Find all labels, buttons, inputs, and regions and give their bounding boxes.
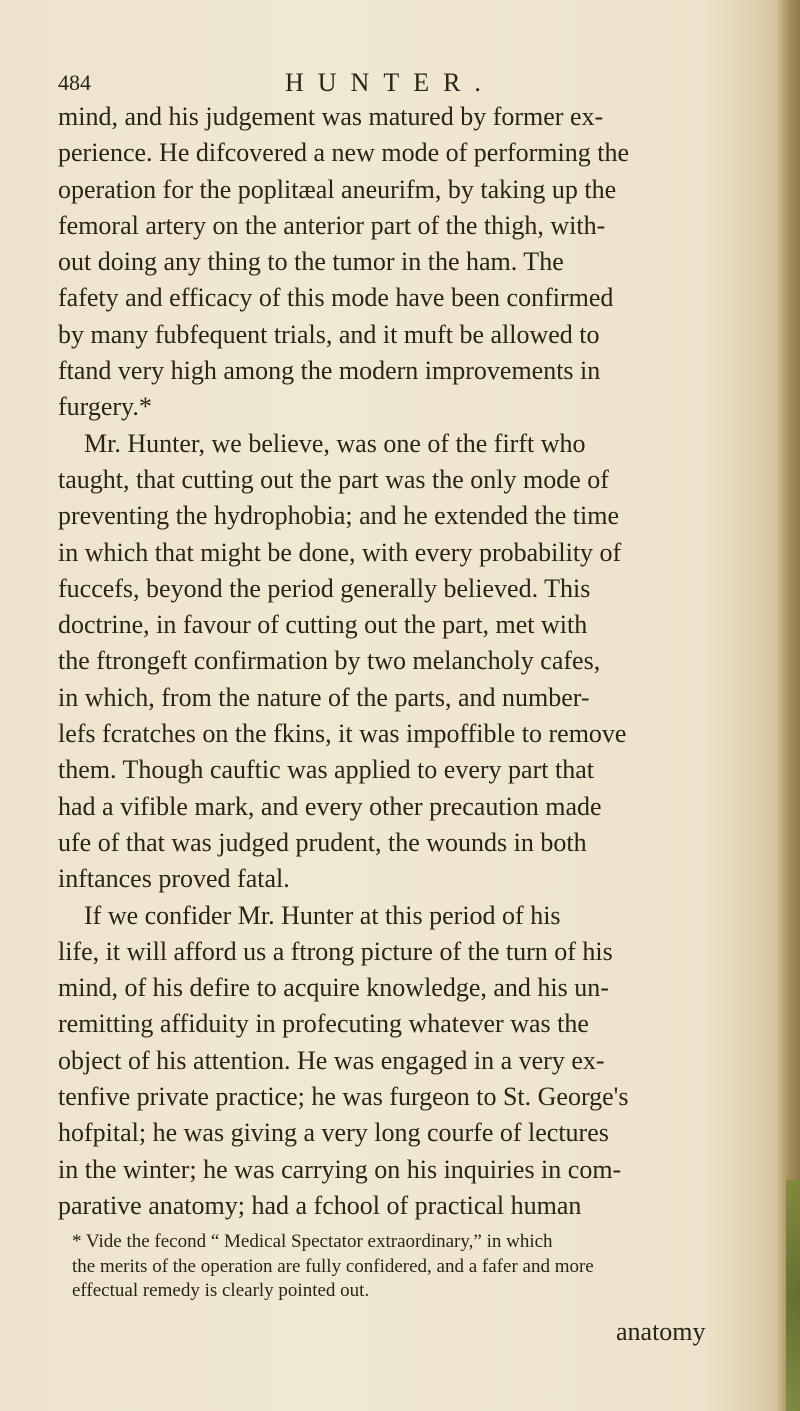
text-line: inftances proved fatal. <box>58 864 290 894</box>
footnote <box>72 1230 732 1304</box>
text-line: tenfive private practice; he was furgeon to St. George's <box>58 1082 629 1112</box>
text-line: fafety and efficacy of this mode have been confirmed <box>58 283 614 313</box>
text-line: ftand very high among the modern improvements in <box>58 356 601 386</box>
text-line: fuccefs, beyond the period generally believed. This <box>58 573 591 603</box>
text-line: furgery.* <box>58 392 152 422</box>
text-line: parative anatomy; had a fchool of practical human <box>58 1190 582 1220</box>
text-line: hofpital; he was giving a very long courfe of lectures <box>58 1118 609 1148</box>
text-line: life, it will afford us a ftrong picture of the turn of his <box>58 936 613 966</box>
catchword: anatomy <box>616 1317 706 1346</box>
binding-edge <box>786 1180 800 1411</box>
text-line: remitting affiduity in profecuting whatever was the <box>58 1009 589 1039</box>
text-line: lefs fcratches on the fkins, it was impoffible to remove <box>58 719 627 749</box>
text-line: in the winter; he was carrying on his inquiries in com- <box>58 1154 622 1184</box>
text-line: Mr. Hunter, we believe, was one of the firft who <box>58 428 586 458</box>
text-line: by many fubfequent trials, and it muft be allowed to <box>58 319 600 349</box>
text-line: out doing any thing to the tumor in the ham. The <box>58 247 564 277</box>
text-line: object of his attention. He was engaged in a very ex- <box>58 1045 605 1075</box>
text-line: in which that might be done, with every probability of <box>58 537 622 567</box>
text-line: ufe of that was judged prudent, the wounds in both <box>58 827 587 857</box>
running-head: HUNTER. <box>285 68 495 97</box>
footnote-line: * Vide the fecond “ Medical Spectator extraordinary,” in which <box>72 1231 553 1252</box>
text-line: preventing the hydrophobia; and he extended the time <box>58 501 619 531</box>
text-line: mind, and his judgement was matured by former ex- <box>58 102 604 131</box>
text-line: had a vifible mark, and every other precaution made <box>58 791 602 821</box>
body-text <box>58 99 726 1224</box>
text-line: femoral artery on the anterior part of the thigh, with- <box>58 210 606 240</box>
text-line: in which, from the nature of the parts, and number- <box>58 682 590 712</box>
text-line: perience. He difcovered a new mode of performing the <box>58 138 630 168</box>
text-line: taught, that cutting out the part was the only mode of <box>58 464 609 494</box>
text-line: mind, of his defire to acquire knowledge, and his un- <box>58 973 609 1003</box>
footnote-line: effectual remedy is clearly pointed out. <box>72 1280 370 1301</box>
page-number: 484 <box>58 70 91 95</box>
text-line: If we confider Mr. Hunter at this period of his <box>58 900 561 930</box>
text-line: them. Though cauftic was applied to every part that <box>58 755 594 785</box>
text-line: the ftrongeft confirmation by two melancholy cafes, <box>58 646 601 676</box>
footnote-line: the merits of the operation are fully confidered, and a fafer and more <box>72 1255 594 1277</box>
text-line: doctrine, in favour of cutting out the part, met with <box>58 610 588 640</box>
text-line: operation for the poplitæal aneurifm, by taking up the <box>58 174 617 204</box>
page-header <box>58 62 698 102</box>
